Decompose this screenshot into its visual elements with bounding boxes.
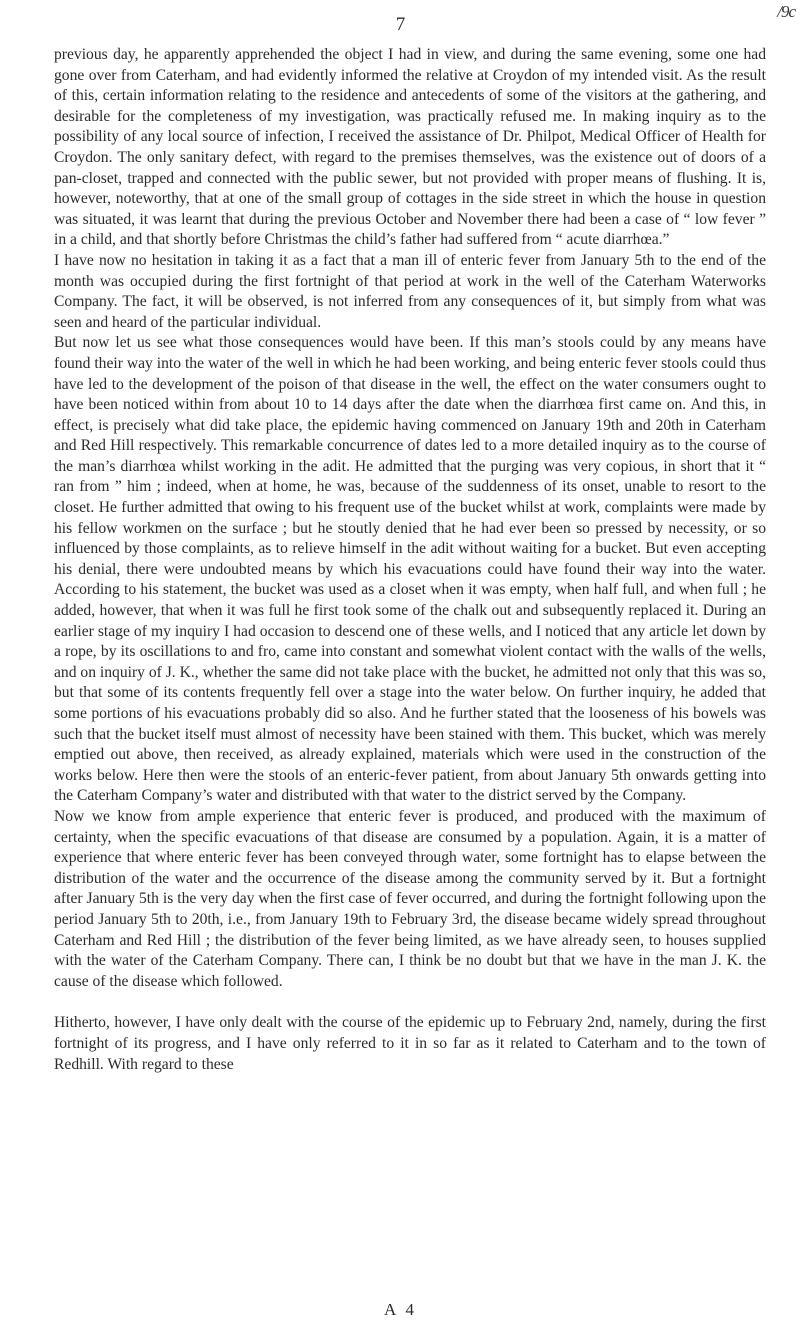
body-text	[54, 45, 766, 1075]
printer-signature-mark: A 4	[383, 1300, 418, 1319]
paragraph-gap	[54, 992, 766, 1013]
paragraph-5: Hitherto, however, I have only dealt with the course of the epidemic up to February 2nd, namely, during the first fortnight of its progress, and I have only referred to it in so far as it related to Caterham and to the town of Redhill. With regard to these	[54, 1014, 766, 1073]
paragraph-2: I have now no hesitation in taking it as a fact that a man ill of enteric fever from January 5th to the end of the month was occupied during the first fortnight of that period at work in the well of the Caterham Waterworks Company. The fact, it will be observed, is not inferred from any consequences of it, but simply from what was seen and heard of the particular individual.	[54, 251, 766, 331]
paragraph-1: previous day, he apparently apprehended the object I had in view, and during the same evening, some one had gone over from Caterham, and had evidently informed the relative at Croydon of my intended visit. As the result of this, certain information relating to the residence and antecedents of some of the visitors at the gathering, and desirable for the completeness of my investigation, was practically refused me. In making inquiry as to the possibility of any local source of infection, I received the assistance of Dr. Philpot, Medical Officer of Health for Croydon. The only sanitary defect, with regard to the premises themselves, was the existence out of doors of a pan-closet, trapped and connected with the public sewer, but not provided with proper means of flushing. It is, however, noteworthy, that at one of the small group of cottages in the side street in which the house in question was situated, it was learnt that during the previous October and November there had been a case of “ low fever ” in a child, and that shortly before Christmas the child’s father had suffered from “ acute diarrhœa.”	[54, 46, 766, 249]
page-number: 7	[395, 14, 406, 35]
paragraph-3: But now let us see what those consequences would have been. If this man’s stools could by any means have found their way into the water of the well in which he had been working, and being enteric fever stools could thus have led to the development of the poison of that disease in the well, the effect on the water consumers ought to have been noticed within from about 10 to 14 days after the date when the diarrhœa first came on. And this, in effect, is precisely what did take place, the epidemic having commenced on January 19th and 20th in Caterham and Red Hill respectively. This remarkable concurrence of dates led to a more detailed inquiry as to the course of the man’s diarrhœa whilst working in the adit. He admitted that the purging was very copious, in short that it “ ran from ” him ; indeed, when at home, he was, because of the suddenness of its onset, unable to resort to the closet. He further admitted that owing to his frequent use of the bucket whilst at work, complaints were made by his fellow workmen on the surface ; but he stoutly denied that he had ever been so pressed by necessity, or so influenced by those complaints, as to relieve himself in the adit without waiting for a bucket. But even accepting his denial, there were undoubted means by which his evacuations could have found their way into the water. According to his statement, the bucket was used as a closet when it was empty, when half full, and when full ; he added, however, that when it was full he first took some of the chalk out and subsequently replaced it. During an earlier stage of my inquiry I had occasion to descend one of these wells, and I noticed that any article let down by a rope, by its oscillations to and fro, came into constant and somewhat violent contact with the walls of the wells, and on inquiry of J. K., whether the same did not take place with the bucket, he admitted not only that this was so, but that some of its contents frequently fell over a stage into the water below. On further inquiry, he added that some portions of his evacuations probably did so also. And he further stated that the looseness of his bowels was such that the bucket itself must almost of necessity have been stained with them. This bucket, which was merely emptied out above, then received, as already explained, materials which were used in the construction of the works below. Here then were the stools of an enteric-fever patient, from about January 5th onwards getting into the Caterham Company’s water and distributed with that water to the district served by the Company.	[54, 334, 766, 805]
paragraph-4: Now we know from ample experience that enteric fever is produced, and produced with the maximum of certainty, when the specific evacuations of that disease are consumed by a population. Again, it is a matter of experience that where enteric fever has been conveyed through water, some fortnight has to elapse between the distribution of the water and the occurrence of the disease among the community served by it. But a fortnight after January 5th is the very day when the first case of fever occurred, and during the fortnight following upon the period January 5th to 20th, i.e., from January 19th to February 3rd, the disease became widely spread throughout Caterham and Red Hill ; the distribution of the fever being limited, as we have already seen, to houses supplied with the water of the Caterham Company. There can, I think be no doubt but that we have in the man J. K. the cause of the disease which followed.	[54, 807, 766, 990]
corner-annotation: /9c	[777, 2, 795, 21]
